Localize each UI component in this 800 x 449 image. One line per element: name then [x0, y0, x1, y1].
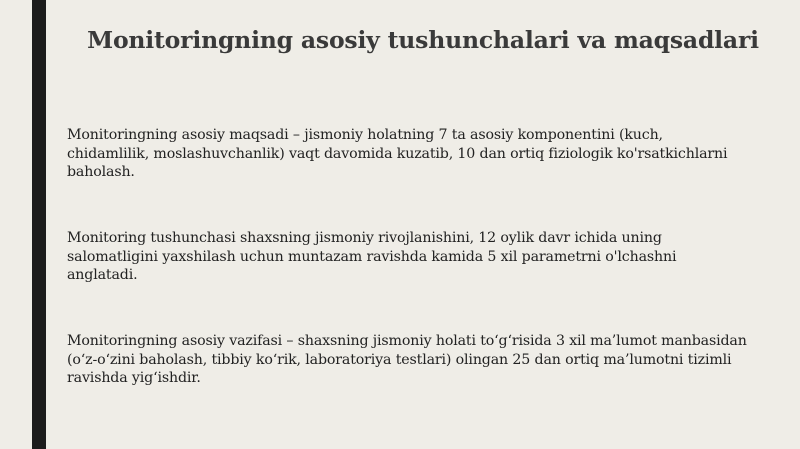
paragraph-task [67, 332, 787, 388]
slide-title: Monitoringning asosiy tushunchalari va maqsadlari [87, 26, 759, 54]
paragraph-line: baholash. [67, 164, 135, 180]
paragraph-concept [67, 229, 787, 285]
paragraph-line: Monitoringning asosiy maqsadi – jismoniy holatning 7 ta asosiy komponentini (kuch, [67, 127, 663, 143]
paragraph-line: salomatligini yaxshilash uchun muntazam ravishda kamida 5 xil parametrni o'lchashni [67, 248, 677, 265]
paragraph-line: (o‘z-o‘zini baholash, tibbiy ko‘rik, laboratoriya testlari) olingan 25 dan ortiq ma’lumotni tizimli [67, 351, 732, 368]
paragraph-line: chidamlilik, moslashuvchanlik) vaqt davomida kuzatib, 10 dan ortiq fiziologik ko'rsatkichlarni [67, 145, 728, 162]
paragraph-goal [67, 126, 787, 182]
paragraph-line: Monitoringning asosiy vazifasi – shaxsning jismoniy holati to‘g‘risida 3 xil ma’lumot manbasidan [67, 333, 747, 349]
paragraph-line: Monitoring tushunchasi shaxsning jismoniy rivojlanishini, 12 oylik davr ichida uning [67, 230, 662, 246]
paragraph-line: ravishda yig‘ishdir. [67, 370, 201, 386]
paragraph-line: anglatadi. [67, 267, 138, 283]
accent-bar [32, 0, 46, 449]
